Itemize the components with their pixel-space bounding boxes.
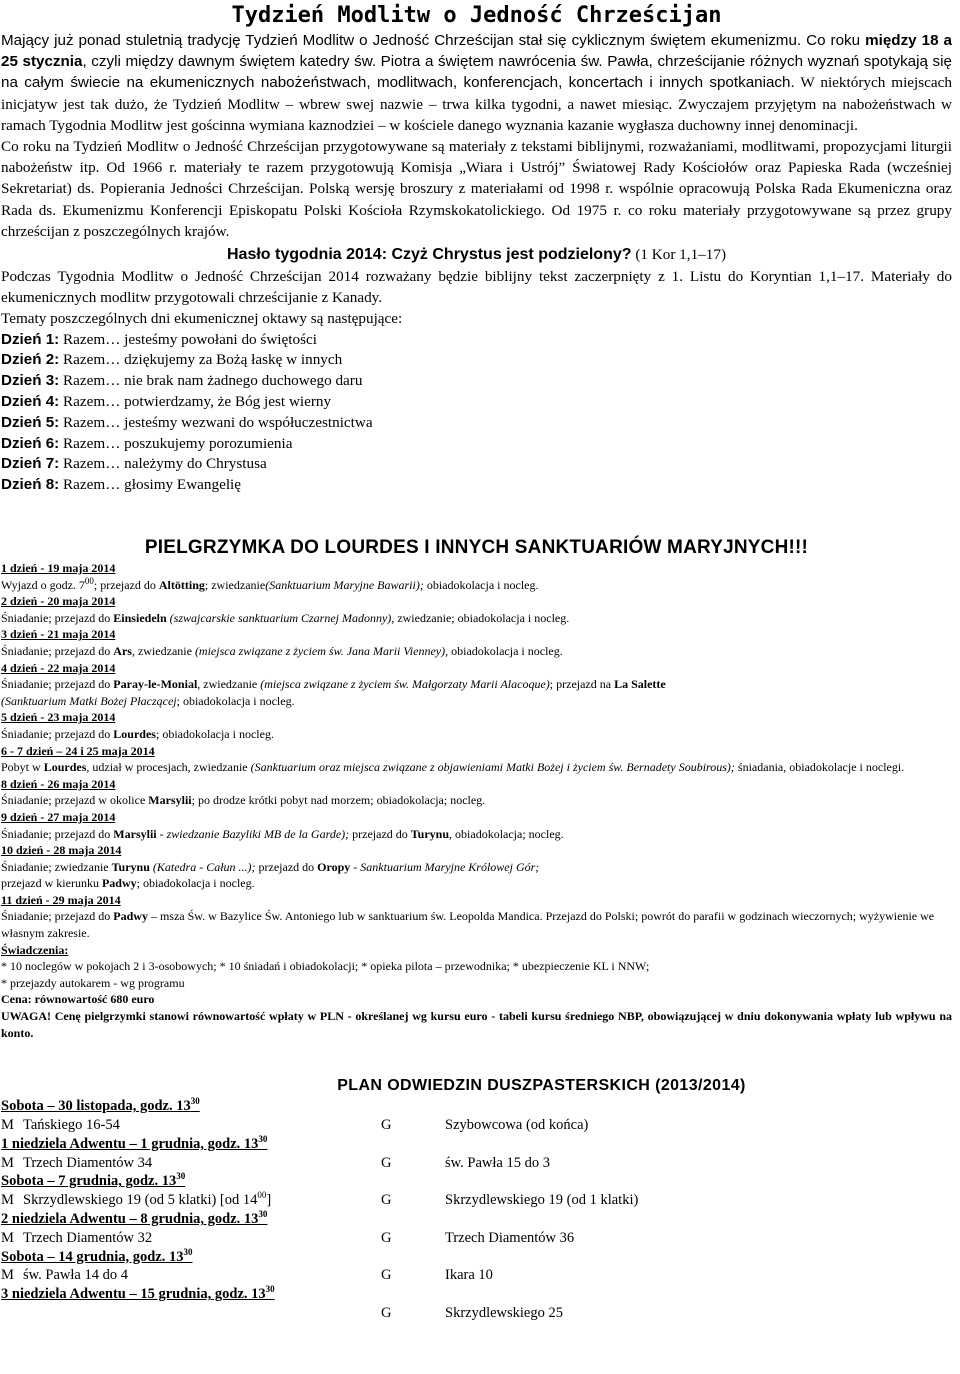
intro-paragraph-2: Co roku na Tydzień Modlitw o Jedność Chrześcijan przygotowywane są materiały z tekstami biblijnymi, rozważaniami, modlitwami, propozycjami liturgii nabożeństw itp. Od 1966 r. materiały te razem przygotowują Komisja „Wiara i Ustrój” Światowej Rady Kościołów oraz Papieska Rada (wcześniej Sekretariat) ds. Popierania Jedności Chrześcijan. Polską wersję broszury z materiałami od 1998 r. wspólnie opracowują Polska Rada Ekumeniczna oraz Rada ds. Ekumenizmu Konferencji Episkopatu Polski Kościoła Rzymskokatolickiego. Od 1975 r. co roku materiały przygotowywane są przez grupy chrześcijan z poszczególnych krajów. — [1, 138, 952, 240]
day-item — [1, 434, 952, 455]
pilgrimage-day-heading: 1 dzień - 19 maja 2014 — [1, 561, 116, 576]
pilgrimage-day-text: Śniadanie; przejazd do Marsylii - zwiedzanie Bazyliki MB de la Garde); przejazd do Turynu, obiadokolacja; nocleg. — [1, 826, 564, 841]
day-label: Dzień 8: — [1, 476, 60, 494]
day-item — [1, 330, 952, 351]
plan-date-heading: 3 niedziela Adwentu – 15 grudnia, godz. $13^{30}$ — [1, 1284, 275, 1303]
pilgrimage-day-heading: 2 dzień - 20 maja 2014 — [1, 594, 116, 609]
day-item — [1, 350, 952, 371]
services-line: * 10 noclegów w pokojach 2 i 3-osobowych; * 10 śniadań i obiadokolacji; * opieka pilota – przewodnika; * ubezpieczenie KL i NNW; — [1, 959, 650, 974]
day-text: Razem… głosimy Ewangelię — [59, 476, 242, 494]
day-text: Razem… poszukujemy porozumienia — [59, 434, 293, 452]
motto-heading: Hasło tygodnia 2014: Czyż Chrystus jest podzielony? — [226, 246, 632, 264]
day-text: Razem… jesteśmy powołani do świętości — [59, 330, 317, 348]
pilgrimage-day-text: Śniadanie; przejazd w okolice Marsylii; po drodze krótki pobyt nad morzem; obiadokolacja; nocleg. — [1, 793, 486, 808]
day-item — [1, 413, 952, 434]
day-label: Dzień 5: — [1, 413, 60, 431]
intro-text-c: , czyli między dawnym świętem katedry św. Piotra a świętem nawrócenia św. Pawła, chrześcijanie różnych wyznań spotykają się na całym świecie na ekumenicznych nabożeństwach, modlitwach, konferencjach, koncertach i innych spotkaniach. — [1, 53, 952, 92]
services-heading: Świadczenia: — [1, 942, 69, 957]
intro-text-d: W niektórych miejscach inicjatyw jest tak dużo, że Tydzień Modlitw – wbrew swej nazwie – trwa kilka tygodni, a nawet miesiąc. Zwyczajem przyjętym na nabożeństwach w ramach Tygodnia Modlitw jest gościnna wymiana kaznodziei – w kościele danego wyznania kazanie wygłasza duchowny innej denominacji. — [1, 74, 952, 134]
pilgrimage-day-heading: 10 dzień - 28 maja 2014 — [1, 843, 122, 858]
plan-row: M Trzech Diamentów 34 G św. Pawła 15 do 3 — [1, 1154, 550, 1171]
pilgrimage-day-heading: 3 dzień - 21 maja 2014 — [1, 627, 116, 642]
day-text: Razem… dziękujemy za Bożą łaskę w innych — [59, 351, 343, 369]
day-label: Dzień 1: — [1, 330, 60, 348]
plan-row: M Skrzydlewskiego 19 (od 5 klatki) [od $14^{00}$] G Skrzydlewskiego 19 (od 1 klatki) — [1, 1190, 639, 1209]
motto-line — [1, 244, 952, 266]
intro-text-a: Mający już ponad stuletnią tradycję Tydzień Modlitw o Jedność Chrześcijan stał się cyklicznym świętem ekumenizmu. Co roku — [1, 32, 866, 49]
pilgrimage-day-text: Śniadanie; przejazd do Ars, zwiedzanie (miejsca związane z życiem św. Jana Marii Vienney), obiadokolacja i nocleg. — [1, 643, 563, 658]
day-label: Dzień 6: — [1, 434, 60, 452]
pilgrimage-day-heading: 6 - 7 dzień – 24 i 25 maja 2014 — [1, 743, 155, 758]
plan-date-heading: 1 niedziela Adwentu – 1 grudnia, godz. $13^{30}$ — [1, 1134, 268, 1152]
intro-dates: między 18 a 25 stycznia — [1, 32, 952, 71]
pilgrimage-day-heading: 9 dzień - 27 maja 2014 — [1, 809, 116, 824]
pilgrimage-day-heading: 8 dzień - 26 maja 2014 — [1, 776, 116, 791]
intro-paragraph-1 — [1, 30, 952, 136]
pilgrimage-day-heading: 5 dzień - 23 maja 2014 — [1, 710, 116, 725]
pilgrimage-day-text: Śniadanie; przejazd do Padwy – msza Św. w Bazylice Św. Antoniego lub w sanktuarium św. Leopolda Mandica. Przejazd do Polski; powrót do parafii w godzinach wieczornych; wyżywienie we własnym zakresie. — [1, 909, 935, 941]
pilgrimage-day-heading: 11 dzień - 29 maja 2014 — [1, 892, 121, 907]
day-item — [1, 371, 952, 392]
pilgrimage-day-text: Śniadanie; przejazd do Lourdes; obiadokolacja i nocleg. — [1, 726, 274, 741]
plan-row: M św. Pawła 14 do 4 G Ikara 10 — [1, 1267, 493, 1284]
plan-row: M Trzech Diamentów 32 G Trzech Diamentów 36 — [1, 1229, 575, 1246]
pilgrimage-title: PIELGRZYMKA DO LOURDES I INNYCH SANKTUARIÓW MARYJNYCH!!! — [144, 537, 809, 559]
pilgrimage-day-text: Pobyt w Lourdes, udział w procesjach, zwiedzanie (Sanktuarium oraz miejsca związane z objawieniami Matki Bożej i życiem św. Bernadety Soubirous); śniadania, obiadokolacje i noclegi. — [1, 760, 905, 775]
days-intro: Tematy poszczególnych dni ekumenicznej oktawy są następujące: — [1, 310, 403, 328]
day-label: Dzień 3: — [1, 372, 60, 390]
pilgrimage-day-text: Śniadanie; zwiedzanie Turynu (Katedra - Całun ...); przejazd do Oropy - Sanktuarium Maryjne Królowej Gór; przejazd w kierunku Padwy; obiadokolacja i nocleg. — [1, 859, 540, 891]
price-line: Cena: równowartość 680 euro — [1, 992, 155, 1007]
day-label: Dzień 2: — [1, 351, 60, 369]
motto-paragraph: Podczas Tygodnia Modlitw o Jedność Chrześcijan 2014 rozważany będzie biblijny tekst zaczerpnięty z 1. Listu do Koryntian 1,1–17. Materiały do ekumenicznych modlitw przygotowali chrześcijanie z Kanady. — [1, 268, 952, 307]
day-label: Dzień 4: — [1, 393, 60, 411]
day-label: Dzień 7: — [1, 455, 60, 473]
days-list — [1, 330, 952, 496]
day-item — [1, 475, 952, 496]
services-line: * przejazdy autokarem - wg programu — [1, 975, 185, 990]
plan-row: G Skrzydlewskiego 25 — [381, 1305, 563, 1321]
day-text: Razem… nie brak nam żadnego duchowego daru — [59, 372, 363, 390]
day-item — [1, 392, 952, 413]
page-title: Tydzień Modlitw o Jedność Chrześcijan — [231, 3, 722, 28]
plan-title: PLAN ODWIEDZIN DUSZPASTERSKICH (2013/2014) — [337, 1077, 746, 1095]
document-page — [0, 2, 960, 1374]
pilgrimage-day-heading: 4 dzień - 22 maja 2014 — [1, 660, 116, 675]
plan-date-heading: 2 niedziela Adwentu – 8 grudnia, godz. $13^{30}$ — [1, 1209, 268, 1228]
pilgrimage-day-text: Śniadanie; przejazd do Einsiedeln (szwajcarskie sanktuarium Czarnej Madonny), zwiedzanie; obiadokolacja i nocleg. — [1, 610, 570, 625]
plan-row: M Tańskiego 16-54 G Szybowcowa (od końca) — [1, 1117, 589, 1134]
plan-date-heading: Sobota – 14 grudnia, godz. $13^{30}$ — [1, 1246, 193, 1265]
pilgrimage-day-text: Wyjazd o godz. $7^{00}$; przejazd do Altötting; zwiedzanie(Sanktuarium Maryjne Bawarii); obiadokolacja i nocleg. — [1, 575, 539, 592]
plan-date-heading: Sobota – 7 grudnia, godz. $13^{30}$ — [1, 1171, 186, 1190]
pilgrimage-day-text: Śniadanie; przejazd do Paray-le-Monial, zwiedzanie (miejsca związane z życiem św. Małgorzaty Marii Alacoque); przejazd na La Salette (Sanktuarium Matki Bożej Płaczącej; obiadokolacja i nocleg. — [1, 677, 666, 708]
day-item — [1, 454, 952, 475]
visit-plan — [1, 1097, 952, 1323]
pilgrimage-program — [1, 560, 952, 1041]
day-text: Razem… jesteśmy wezwani do współuczestnictwa — [59, 413, 373, 431]
motto-reference: (1 Kor 1,1–17) — [631, 246, 726, 264]
payment-note: UWAGA! Cenę pielgrzymki stanowi równowartość wpłaty w PLN - określanej wg kursu euro - tabeli kursu średniego NBP, obowiązującej w dniu dokonywania wpłaty lub wpływu na konto. — [1, 1009, 952, 1040]
day-text: Razem… należymy do Chrystusa — [59, 455, 267, 473]
plan-date-heading: Sobota – 30 listopada, godz. $13^{30}$ — [1, 1096, 200, 1115]
day-text: Razem… potwierdzamy, że Bóg jest wierny — [59, 393, 332, 411]
